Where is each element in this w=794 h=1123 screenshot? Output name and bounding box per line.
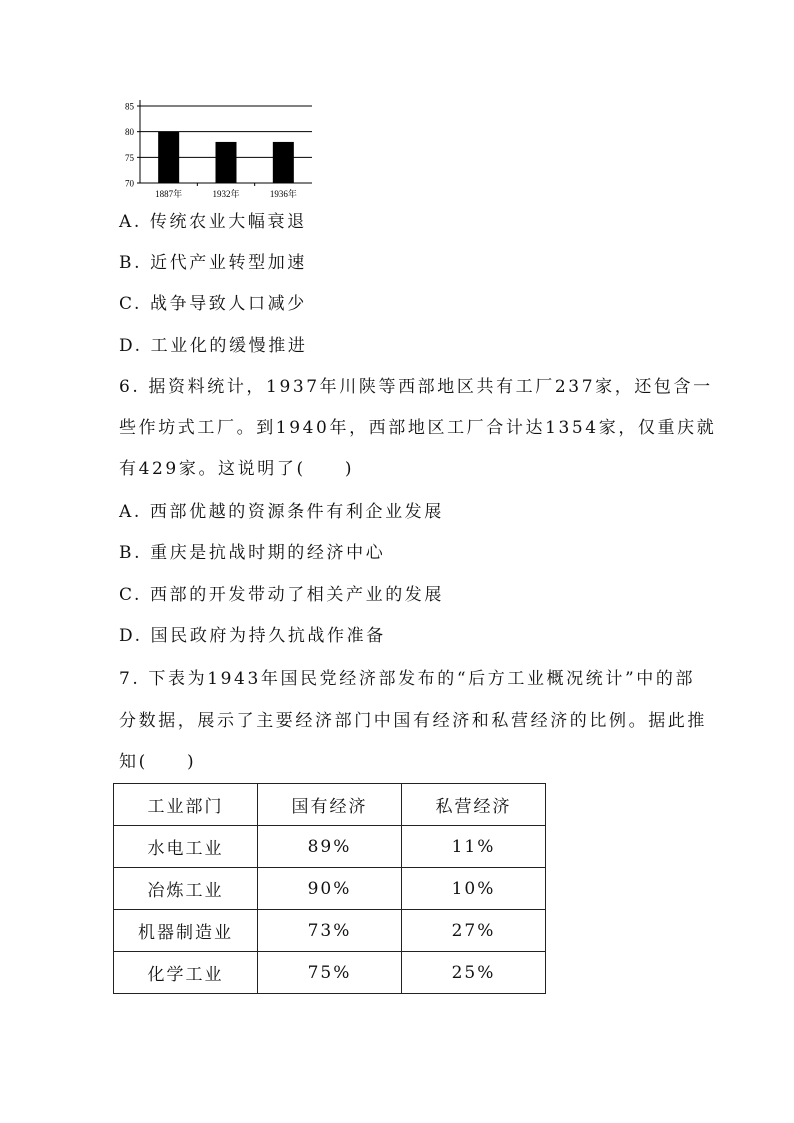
x-tick-label: 1887年 (155, 189, 183, 199)
table-row (114, 826, 546, 868)
table-cell: 化学工业 (114, 952, 258, 994)
q6-stem-line: 6. 据资料统计，1937年川陕等西部地区共有工厂237家，还包含一 (119, 377, 713, 397)
q6-stem-line: 些作坊式工厂。到1940年，西部地区工厂合计达1354家，仅重庆就 (119, 418, 717, 438)
table-cell: 25% (402, 952, 546, 994)
y-tick-label: 70 (125, 178, 134, 189)
q6-option-d[interactable]: D. 国民政府为持久抗战作准备 (119, 626, 386, 646)
table-header: 私营经济 (402, 784, 546, 826)
y-tick-label: 80 (125, 127, 134, 138)
bar (158, 132, 179, 183)
q5-option-c[interactable]: C. 战争导致人口减少 (119, 294, 307, 314)
table-cell: 75% (258, 952, 402, 994)
q6-option-a[interactable]: A. 西部优越的资源条件有利企业发展 (119, 502, 444, 522)
bar (273, 142, 294, 183)
q6-option-c[interactable]: C. 西部的开发带动了相关产业的发展 (119, 585, 445, 605)
table-header: 国有经济 (258, 784, 402, 826)
industry-table (113, 783, 546, 994)
q5-option-a[interactable]: A. 传统农业大幅衰退 (119, 212, 307, 232)
table-header: 工业部门 (114, 784, 258, 826)
q6-stem-line: 有429家。这说明了( ) (119, 459, 355, 479)
table-cell: 90% (258, 868, 402, 910)
table-cell: 冶炼工业 (114, 868, 258, 910)
x-tick-label: 1936年 (269, 189, 297, 199)
y-tick-label: 75 (125, 152, 134, 163)
x-tick-label: 1932年 (212, 189, 240, 199)
table-cell: 27% (402, 910, 546, 952)
table-cell: 89% (258, 826, 402, 868)
table-row (114, 868, 546, 910)
table-cell: 11% (402, 826, 546, 868)
table-row (114, 910, 546, 952)
table-header-row (114, 784, 546, 826)
q7-stem-line: 7. 下表为1943年国民党经济部发布的“后方工业概况统计”中的部 (119, 669, 696, 689)
q6-option-b[interactable]: B. 重庆是抗战时期的经济中心 (119, 543, 386, 563)
table-row (114, 952, 546, 994)
q5-option-b[interactable]: B. 近代产业转型加速 (119, 253, 307, 273)
q7-stem-line: 知( ) (119, 752, 197, 772)
table-cell: 10% (402, 868, 546, 910)
bar-chart (110, 90, 330, 205)
y-tick-label: 85 (125, 101, 134, 112)
table-cell: 机器制造业 (114, 910, 258, 952)
table-cell: 水电工业 (114, 826, 258, 868)
bar (216, 142, 237, 183)
q7-stem-line: 分数据，展示了主要经济部门中国有经济和私营经济的比例。据此推 (119, 711, 707, 731)
table-cell: 73% (258, 910, 402, 952)
q5-option-d[interactable]: D. 工业化的缓慢推进 (119, 336, 308, 356)
